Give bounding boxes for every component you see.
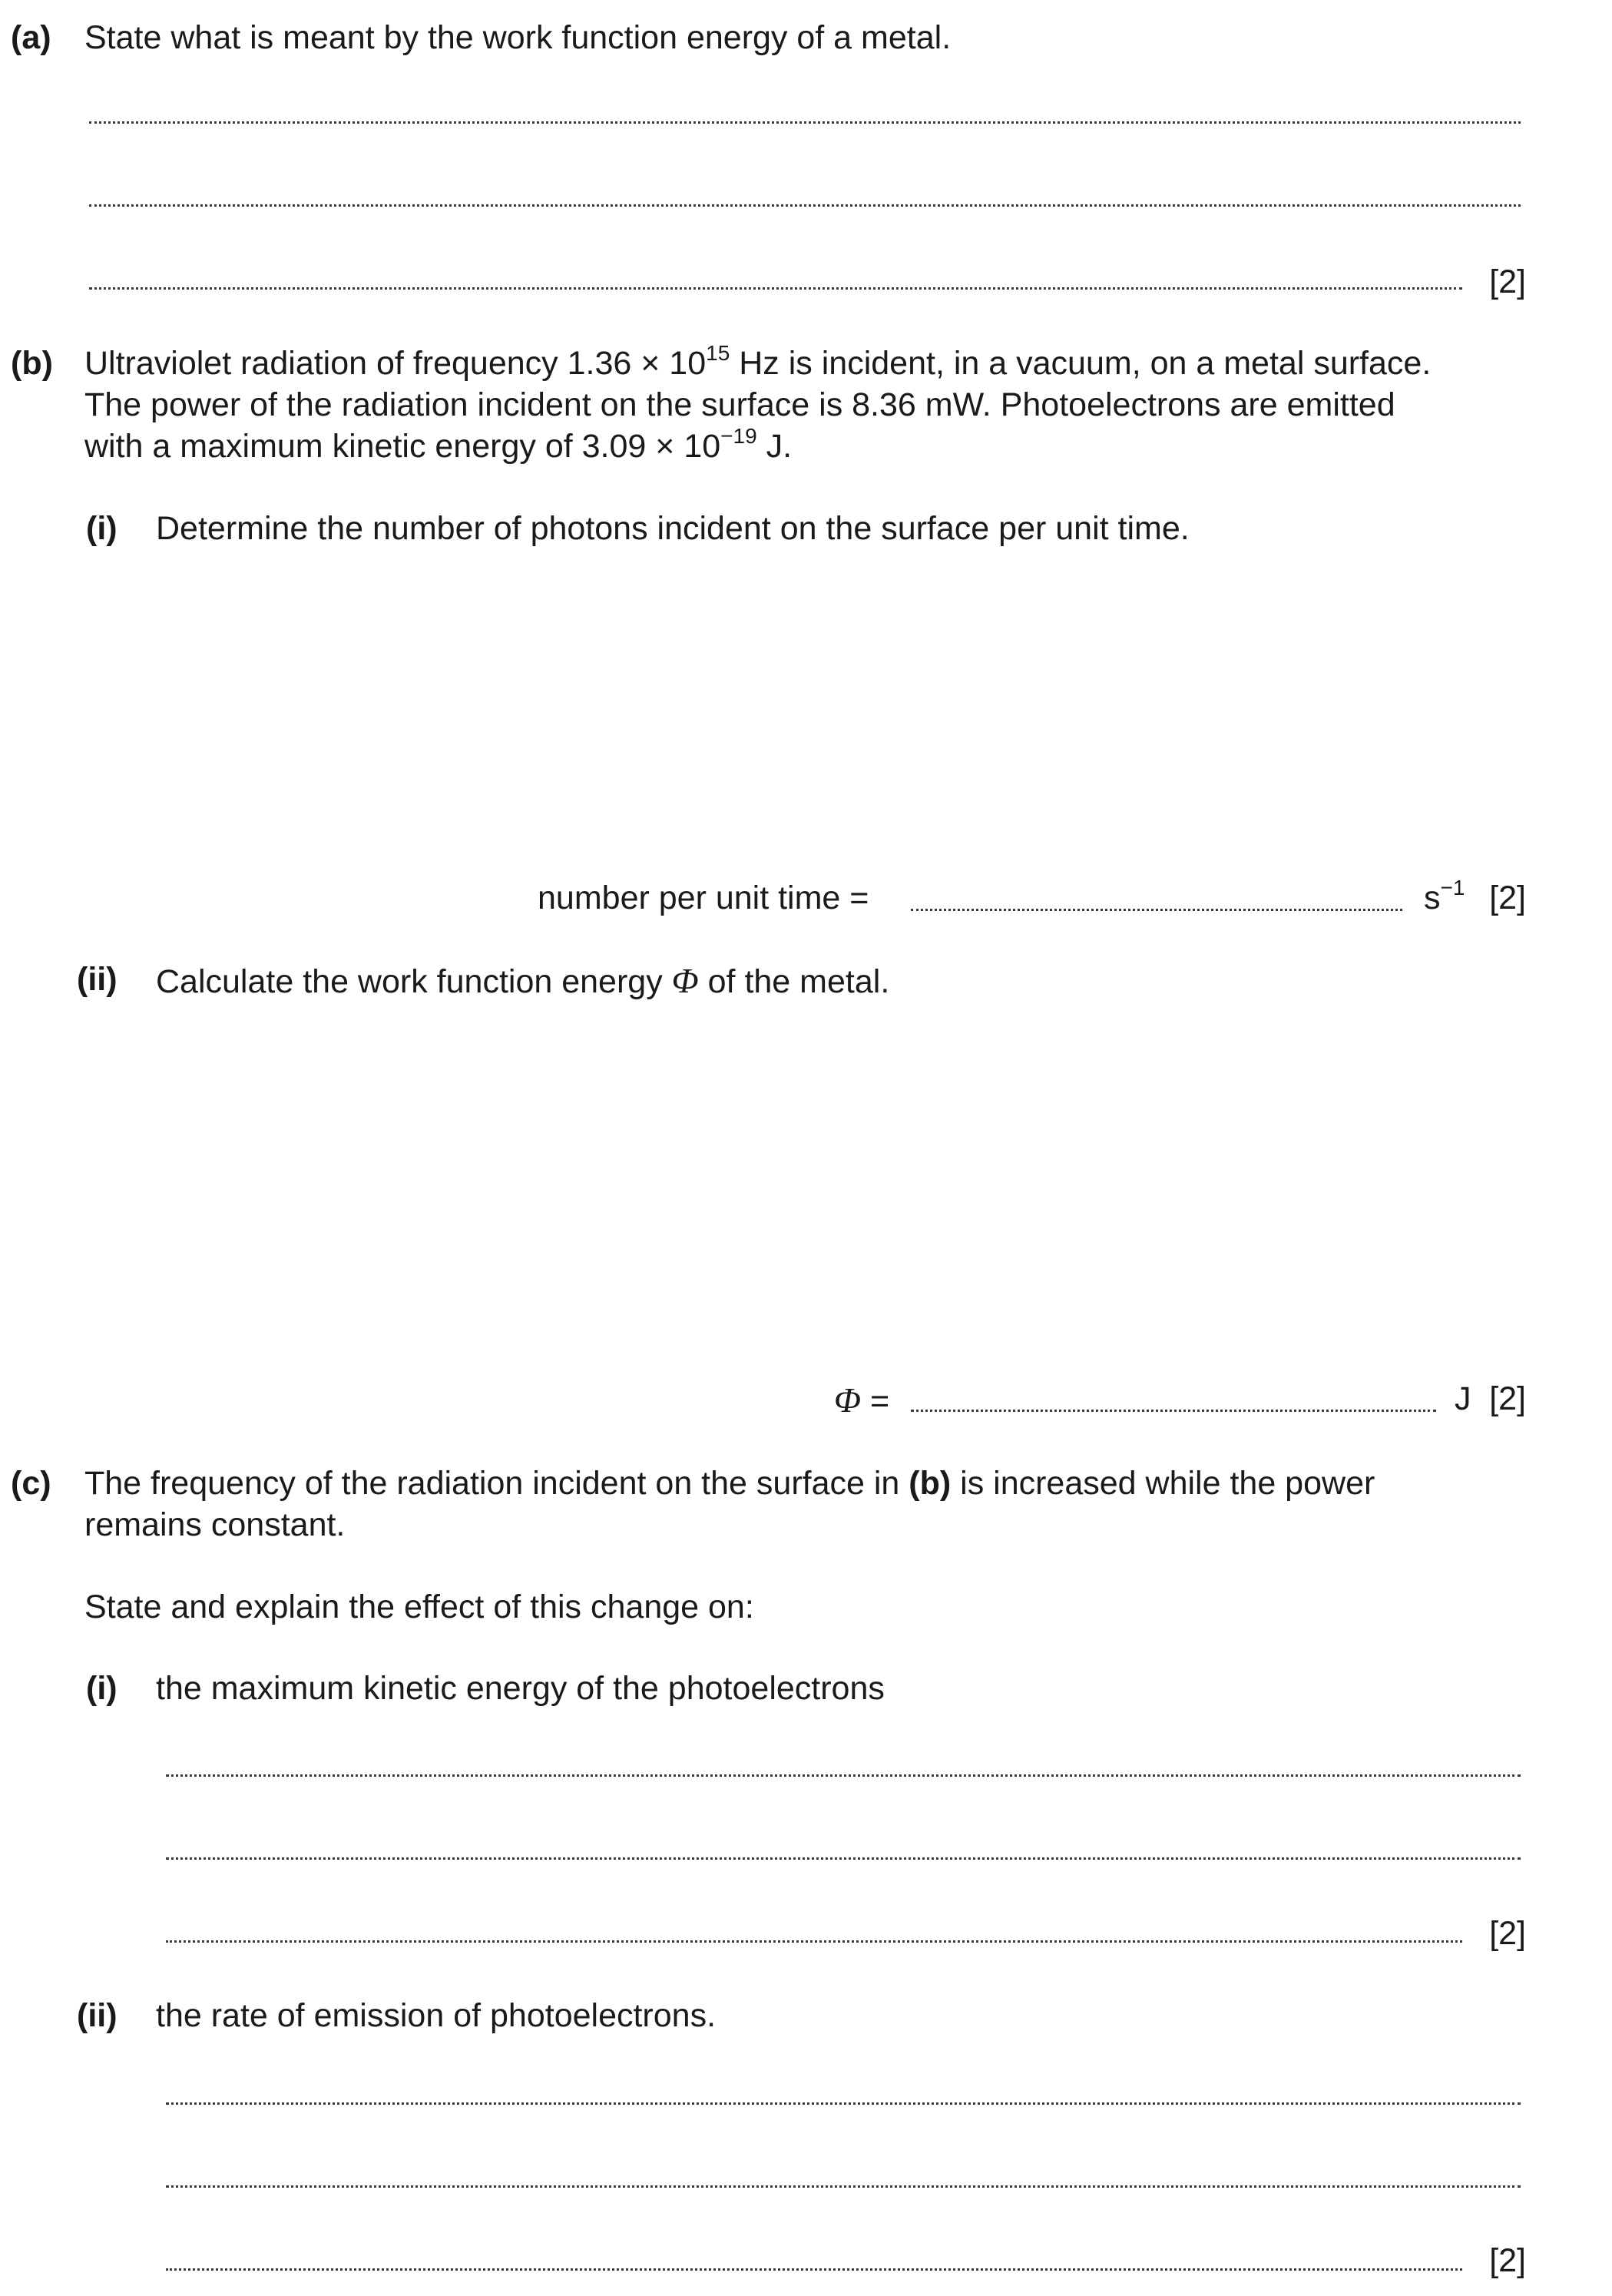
answer-line-a-1[interactable] bbox=[89, 121, 1521, 124]
answer-line-b-i[interactable] bbox=[911, 909, 1402, 911]
part-c-line-1-end: is increased while the power bbox=[951, 1467, 1375, 1502]
part-c-line-1 bbox=[84, 1467, 1526, 1504]
answer-line-b-ii[interactable] bbox=[911, 1410, 1436, 1412]
part-b-line-2: The power of the radiation incident on the surface is 8.36 mW. Photoelectrons are emitted bbox=[84, 389, 1395, 423]
part-a-label: (a) bbox=[11, 19, 51, 56]
part-c-reference: (b) bbox=[909, 1467, 952, 1502]
phi-answer-equals: = bbox=[861, 1383, 890, 1420]
number-per-unit-time-label: number per unit time = bbox=[538, 880, 869, 916]
marks-c-ii: [2] bbox=[1489, 2242, 1526, 2279]
phi-symbol: Φ bbox=[671, 961, 699, 1000]
part-b-label: (b) bbox=[11, 345, 53, 382]
answer-line-a-2[interactable] bbox=[89, 204, 1521, 207]
unit-b-i bbox=[1424, 876, 1465, 916]
part-b-line-3-end: J. bbox=[756, 428, 793, 465]
part-b-ii-question bbox=[156, 963, 889, 999]
answer-line-c-ii-2[interactable] bbox=[166, 2185, 1521, 2188]
part-c-ii-label: (ii) bbox=[77, 1997, 118, 2034]
part-b-ii-question-text: Calculate the work function energy bbox=[156, 963, 672, 1000]
marks-c-i: [2] bbox=[1489, 1915, 1526, 1952]
answer-line-c-ii-1[interactable] bbox=[166, 2102, 1521, 2105]
answer-line-a-3[interactable] bbox=[89, 287, 1462, 290]
part-b-ii-label: (ii) bbox=[77, 961, 118, 998]
frequency-exponent: 15 bbox=[706, 341, 730, 365]
part-b-line-3-text: with a maximum kinetic energy of 3.09 × 10 bbox=[84, 428, 721, 465]
answer-line-c-ii-3[interactable] bbox=[166, 2268, 1462, 2271]
unit-b-ii: J bbox=[1455, 1380, 1471, 1417]
answer-line-c-i-3[interactable] bbox=[166, 1940, 1462, 1943]
marks-b-ii: [2] bbox=[1489, 1380, 1526, 1417]
answer-line-c-i-2[interactable] bbox=[166, 1857, 1521, 1860]
part-b-line-3 bbox=[84, 424, 793, 465]
part-c-label: (c) bbox=[11, 1465, 51, 1502]
part-c-i-label: (i) bbox=[86, 1670, 118, 1707]
part-b-ii-question-end: of the metal. bbox=[698, 963, 890, 1000]
unit-b-i-exponent: −1 bbox=[1440, 876, 1465, 900]
phi-answer-label bbox=[834, 1380, 890, 1420]
answer-line-c-i-1[interactable] bbox=[166, 1774, 1521, 1777]
marks-a: [2] bbox=[1489, 263, 1526, 300]
part-b-line-1-end: Hz is incident, in a vacuum, on a metal surface. bbox=[730, 345, 1432, 382]
part-c-instruction: State and explain the effect of this change on: bbox=[84, 1589, 754, 1625]
part-b-i-label: (i) bbox=[86, 510, 118, 547]
part-b-i-question: Determine the number of photons incident on the surface per unit time. bbox=[156, 510, 1190, 547]
part-c-i-question: the maximum kinetic energy of the photoelectrons bbox=[156, 1670, 885, 1707]
part-c-ii-question: the rate of emission of photoelectrons. bbox=[156, 1997, 717, 2034]
phi-answer-symbol: Φ bbox=[834, 1380, 862, 1420]
part-c-line-1-text: The frequency of the radiation incident on the surface in bbox=[84, 1467, 909, 1502]
part-b-line-1-text: Ultraviolet radiation of frequency 1.36 × 10 bbox=[84, 345, 707, 382]
marks-b-i: [2] bbox=[1489, 880, 1526, 916]
unit-b-i-base: s bbox=[1424, 880, 1441, 916]
part-a-question: State what is meant by the work function energy of a metal. bbox=[84, 19, 952, 56]
part-b-line-1 bbox=[84, 341, 1432, 382]
part-c-line-2: remains constant. bbox=[84, 1506, 346, 1543]
energy-exponent: −19 bbox=[720, 424, 757, 448]
